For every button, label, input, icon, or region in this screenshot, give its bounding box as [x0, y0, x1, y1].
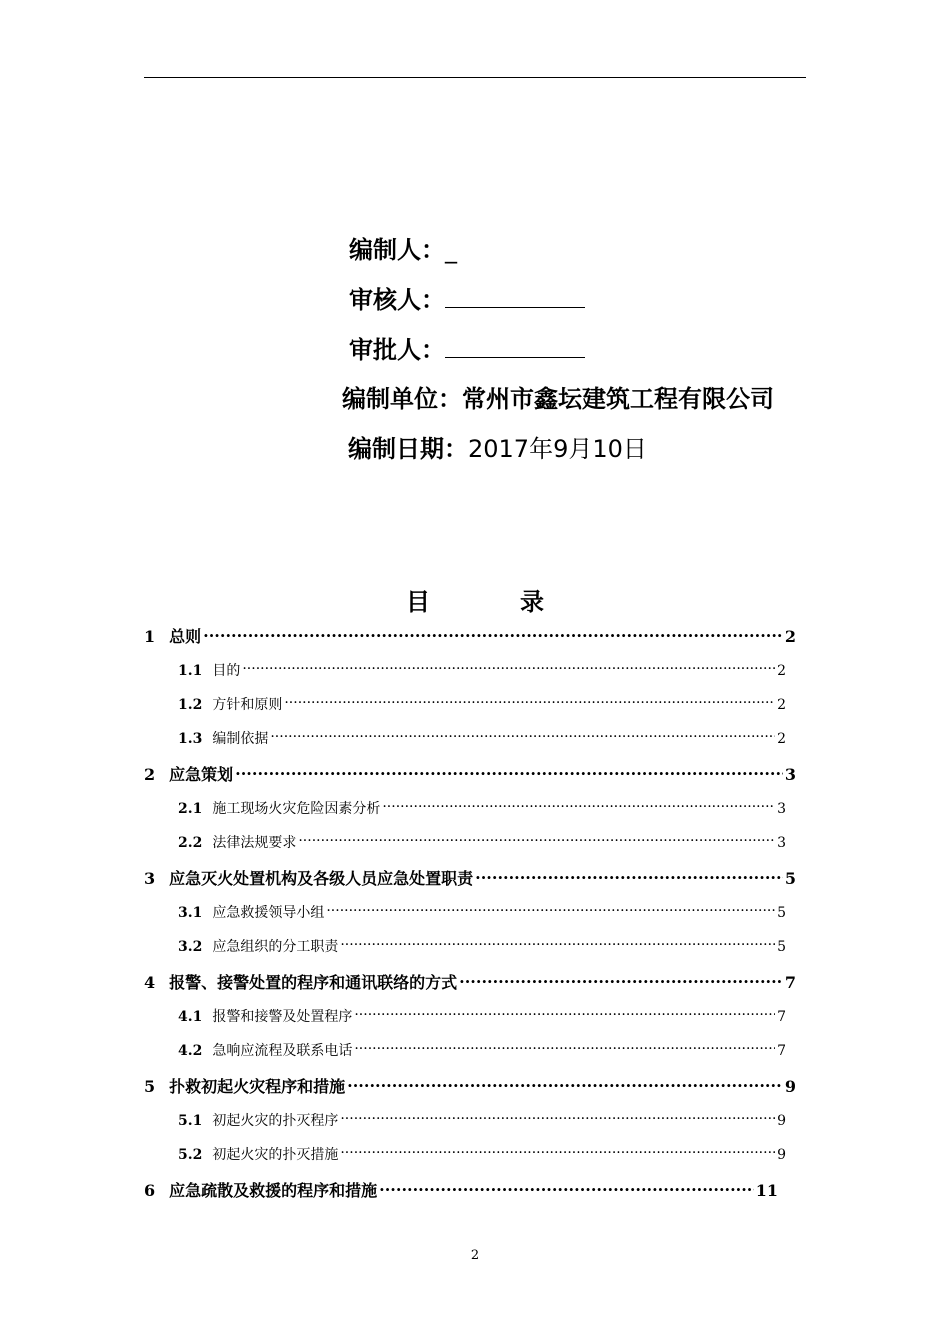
toc-entry-number: 3.1: [178, 905, 203, 921]
unit-value: 常州市鑫坛建筑工程有限公司: [462, 385, 774, 413]
toc-dot-leader: [347, 1076, 783, 1092]
toc-dot-leader: [475, 868, 783, 884]
toc-entry[interactable]: [178, 832, 786, 852]
toc-entry[interactable]: [144, 762, 796, 785]
toc-entry[interactable]: [144, 1074, 796, 1097]
reviewer-line: [349, 285, 585, 315]
toc-entry-title: 法律法规要求: [212, 835, 297, 851]
approver-line: [349, 335, 585, 365]
toc-entry-page: 3: [777, 801, 786, 817]
toc-dot-leader: [340, 1145, 775, 1159]
toc-entry-number: 5: [144, 1077, 156, 1096]
toc-dot-leader: [235, 764, 783, 780]
toc-entry-number: 5.2: [178, 1147, 203, 1163]
compiler-line: [349, 235, 457, 265]
toc-entry-page: 2: [777, 663, 786, 679]
toc-entry-title: 方针和原则: [212, 697, 283, 713]
toc-dot-leader: [379, 1180, 754, 1196]
toc-entry-title: 初起火灾的扑灭措施: [212, 1147, 339, 1163]
toc-entry-number: 3: [144, 869, 156, 888]
toc-entry-page: 9: [777, 1113, 786, 1129]
toc-entry-page: 7: [784, 973, 796, 992]
toc-dot-leader: [459, 972, 783, 988]
toc-title-right: 录: [520, 588, 544, 616]
toc-entry-page: 5: [777, 939, 786, 955]
toc-entry-number: 4.1: [178, 1009, 203, 1025]
toc-entry[interactable]: [178, 798, 786, 818]
toc-entry-number: 3.2: [178, 939, 203, 955]
toc-entry[interactable]: [178, 936, 786, 956]
toc-entry-title: 报警、接警处置的程序和通讯联络的方式: [169, 973, 458, 992]
toc-entry[interactable]: [178, 902, 786, 922]
toc-entry[interactable]: [178, 728, 786, 748]
compiler-value: _: [445, 236, 457, 264]
toc-entry-number: 1.3: [178, 731, 203, 747]
toc-entry-page: 5: [777, 905, 786, 921]
toc-dot-leader: [203, 626, 783, 642]
toc-entry-title: 应急灭火处置机构及各级人员应急处置职责: [169, 869, 474, 888]
toc-entry-page: 2: [784, 627, 796, 646]
toc-entry-page: 2: [777, 697, 786, 713]
toc-entry-number: 4.2: [178, 1043, 203, 1059]
toc-entry-title: 应急组织的分工职责: [212, 939, 339, 955]
toc-entry[interactable]: [178, 1110, 786, 1130]
toc-dot-leader: [354, 1041, 775, 1055]
header-rule: [144, 77, 806, 78]
toc-entry[interactable]: [144, 970, 796, 993]
toc-entry[interactable]: [178, 1040, 786, 1060]
approver-blank: [445, 335, 585, 358]
toc-dot-leader: [298, 833, 775, 847]
toc-entry-title: 目的: [212, 663, 241, 679]
toc-title: [0, 582, 950, 617]
compiler-label: 编制人：: [349, 236, 445, 264]
toc-entry[interactable]: [144, 866, 796, 889]
toc-dot-leader: [354, 1007, 775, 1021]
toc-entry-number: 5.1: [178, 1113, 203, 1129]
toc-title-left: 目: [406, 588, 490, 616]
toc-entry-page: 3: [777, 835, 786, 851]
toc-entry-page: 3: [784, 765, 796, 784]
toc-entry-title: 施工现场火灾危险因素分析: [212, 801, 381, 817]
toc-entry[interactable]: [144, 1178, 778, 1201]
toc-entry-number: 6: [144, 1181, 156, 1200]
toc-dot-leader: [382, 799, 775, 813]
toc-dot-leader: [340, 937, 775, 951]
unit-label: 编制单位：: [342, 385, 462, 413]
toc-entry-number: 2: [144, 765, 156, 784]
toc-dot-leader: [340, 1111, 775, 1125]
toc-entry-title: 扑救初起火灾程序和措施: [169, 1077, 346, 1096]
toc-dot-leader: [242, 661, 775, 675]
page-number: 2: [470, 1248, 480, 1263]
toc-entry-number: 2.1: [178, 801, 203, 817]
reviewer-blank: [445, 285, 585, 308]
toc-entry-title: 总则: [169, 627, 202, 646]
toc-entry-title: 急响应流程及联系电话: [212, 1043, 353, 1059]
toc-entry[interactable]: [144, 624, 796, 647]
toc-entry-page: 11: [755, 1181, 778, 1200]
toc-dot-leader: [270, 729, 775, 743]
toc-dot-leader: [326, 903, 775, 917]
toc-dot-leader: [284, 695, 775, 709]
toc-entry-page: 2: [777, 731, 786, 747]
reviewer-label: 审核人：: [349, 286, 445, 314]
toc-entry-number: 1.2: [178, 697, 203, 713]
toc-entry[interactable]: [178, 694, 786, 714]
approver-label: 审批人：: [349, 336, 445, 364]
date-label: 编制日期：: [348, 435, 468, 463]
unit-line: [342, 384, 774, 414]
toc-entry-number: 2.2: [178, 835, 203, 851]
toc-entry-page: 7: [777, 1043, 786, 1059]
date-line: [348, 434, 647, 464]
toc-entry-title: 应急疏散及救援的程序和措施: [169, 1181, 378, 1200]
toc-entry[interactable]: [178, 1144, 786, 1164]
toc-entry[interactable]: [178, 1006, 786, 1026]
toc-entry-title: 应急策划: [169, 765, 234, 784]
toc-entry-number: 1.1: [178, 663, 203, 679]
toc-entry-number: 1: [144, 627, 156, 646]
toc-entry-page: 9: [784, 1077, 796, 1096]
toc-entry-number: 4: [144, 973, 156, 992]
toc-entry-title: 初起火灾的扑灭程序: [212, 1113, 339, 1129]
toc-entry-page: 7: [777, 1009, 786, 1025]
toc-entry-page: 5: [784, 869, 796, 888]
toc-entry-page: 9: [777, 1147, 786, 1163]
toc-entry-title: 编制依据: [212, 731, 269, 747]
toc-entry-title: 报警和接警及处置程序: [212, 1009, 353, 1025]
date-value: 2017年9月10日: [468, 435, 647, 463]
toc-entry[interactable]: [178, 660, 786, 680]
toc-entry-title: 应急救援领导小组: [212, 905, 325, 921]
